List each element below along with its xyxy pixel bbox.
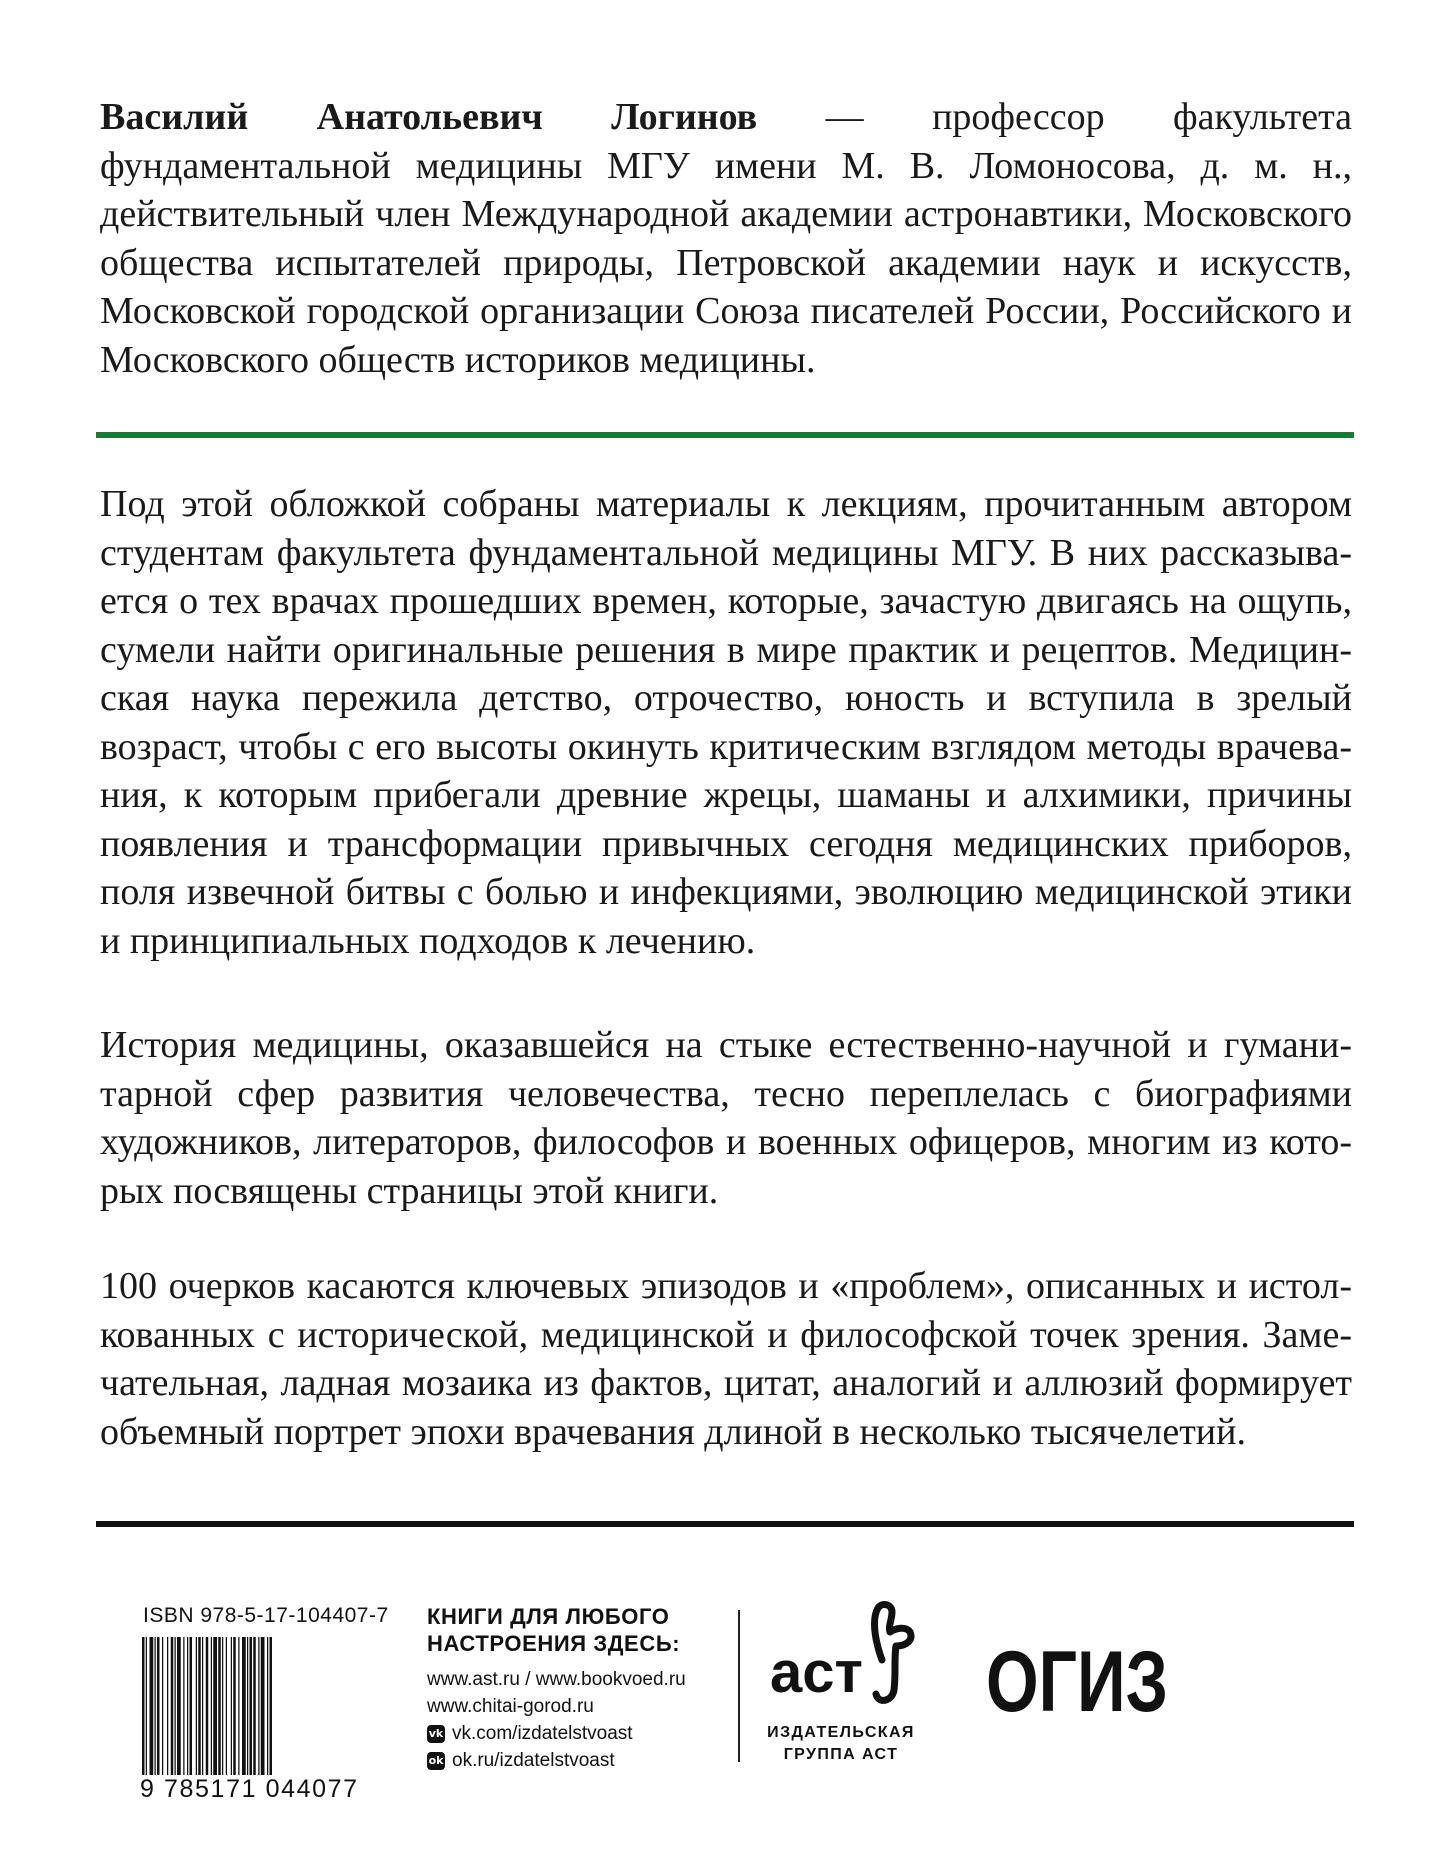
barcode-bar (196, 1637, 197, 1775)
annotation-paragraph-2: История медицины, оказавшейся на стыке естественно-научной и гуманитарной сфер развития человечества, тесно переплелась с биографиями художников, литераторов, философов и военных офицеров, многим из которых посвящены страницы этой книги. (100, 1024, 1352, 1212)
barcode-bar (157, 1637, 160, 1775)
barcode-bar (250, 1637, 253, 1775)
barcode (140, 1637, 366, 1775)
promo-sites-line2: www.chitai-gorod.ru (427, 1696, 594, 1717)
author-bio (100, 93, 1352, 384)
barcode-bar (218, 1637, 221, 1775)
barcode-bar (198, 1637, 201, 1775)
barcode-bar (142, 1637, 145, 1775)
barcode-bar (238, 1637, 239, 1775)
barcode-bar (247, 1637, 248, 1775)
barcode-bar (270, 1637, 273, 1775)
ogiz-logo-text: ОГИЗ (986, 1634, 1168, 1730)
ast-logo-text: аст (770, 1640, 863, 1705)
ast-logo (770, 1598, 920, 1716)
author-name: Василий Анатольевич Логинов (100, 96, 758, 138)
author-bio-text: — профессор факультета фундаментальной медицины МГУ имени М. В. Ломоносова, д. м. н., действительный член Международной академии астронавтики, Московского общества испытателей природы, Петровской академии наук и искусств, Московской городской организации Союза писателей России, Российского и Московского обществ историков медицины. (100, 96, 1353, 381)
barcode-bar (213, 1637, 217, 1775)
promo-sites-line1: www.ast.ru / www.bookvoed.ru (427, 1669, 686, 1690)
black-divider (96, 1521, 1354, 1527)
ogiz-logo (986, 1634, 1171, 1730)
barcode-bar (162, 1637, 163, 1775)
barcode-bar (242, 1637, 246, 1775)
barcode-bar (253, 1637, 256, 1775)
barcode-bar (211, 1637, 212, 1775)
ok-icon: ok (427, 1752, 445, 1770)
annotation-paragraph-3: 100 очерков касаются ключевых эпизодов и «проблем», описанных и истолкованных с исторической, медицинской и философской точек зрения. Замечательная, ладная мозаика из фактов, цитат, аналогий и аллюзий формирует объемный портрет эпохи врачевания длиной в несколько тысячелетий. (100, 1265, 1352, 1453)
barcode-bar (267, 1637, 268, 1775)
barcode-bar (187, 1637, 188, 1775)
barcode-bar (258, 1637, 259, 1775)
barcode-bar (155, 1637, 156, 1775)
barcode-bar (146, 1637, 147, 1775)
vk-link: vk.com/izdatelstvoast (452, 1723, 633, 1744)
ok-link: ok.ru/izdatelstvoast (452, 1750, 615, 1771)
barcode-digits: 9 785171 044077 (140, 1775, 359, 1803)
promo-ok-row (427, 1747, 686, 1774)
barcode-bar (167, 1637, 168, 1775)
barcode-bar (222, 1637, 223, 1775)
barcode-bar (171, 1637, 174, 1775)
barcode-bar (190, 1637, 193, 1775)
barcode-bar (233, 1637, 236, 1775)
publisher-caption-line1: ИЗДАТЕЛЬСКАЯ (767, 1724, 915, 1741)
promo-vk-row (427, 1720, 686, 1747)
barcode-bar (231, 1637, 232, 1775)
promo-heading-line1: КНИГИ ДЛЯ ЛЮБОГО (427, 1604, 670, 1629)
promo-block (427, 1603, 686, 1774)
promo-heading-line2: НАСТРОЕНИЯ ЗДЕСЬ: (427, 1631, 681, 1656)
annotation-paragraph-1: Под этой обложкой собраны материалы к лекциям, прочитанным автором студентам факультета фундаментальной медицины МГУ. В них рассказывается о тех врачах прошедших времен, которые, зачастую двигаясь на ощупь, сумели найти оригинальные решения в мире практик и рецептов. Медицинская наука пережила детство, отрочество, юность и вступила в зрелый возраст, чтобы с его высоты окинуть критическим взглядом методы врачевания, к которым прибегали древние жрецы, шаманы и алхимики, причины появления и трансформации привычных сегодня медицинских приборов, поля извечной битвы с болью и инфекциями, эволюцию медицинской этики и принципиальных подходов к лечению. (100, 483, 1352, 962)
publisher-caption-line2: ГРУППА АСТ (783, 1746, 899, 1763)
barcode-bar (206, 1637, 209, 1775)
barcode-bar (202, 1637, 203, 1775)
barcode-bar (183, 1637, 184, 1775)
publisher-caption (748, 1722, 934, 1766)
barcode-bar (175, 1637, 176, 1775)
barcode-bar (226, 1637, 227, 1775)
barcode-bar (261, 1637, 265, 1775)
barcode-bar (177, 1637, 181, 1775)
vertical-divider (738, 1610, 740, 1762)
barcode-bar (150, 1637, 154, 1775)
vk-icon: vk (427, 1725, 445, 1743)
isbn-label: ISBN 978-5-17-104407-7 (143, 1604, 389, 1627)
green-divider (96, 432, 1354, 438)
